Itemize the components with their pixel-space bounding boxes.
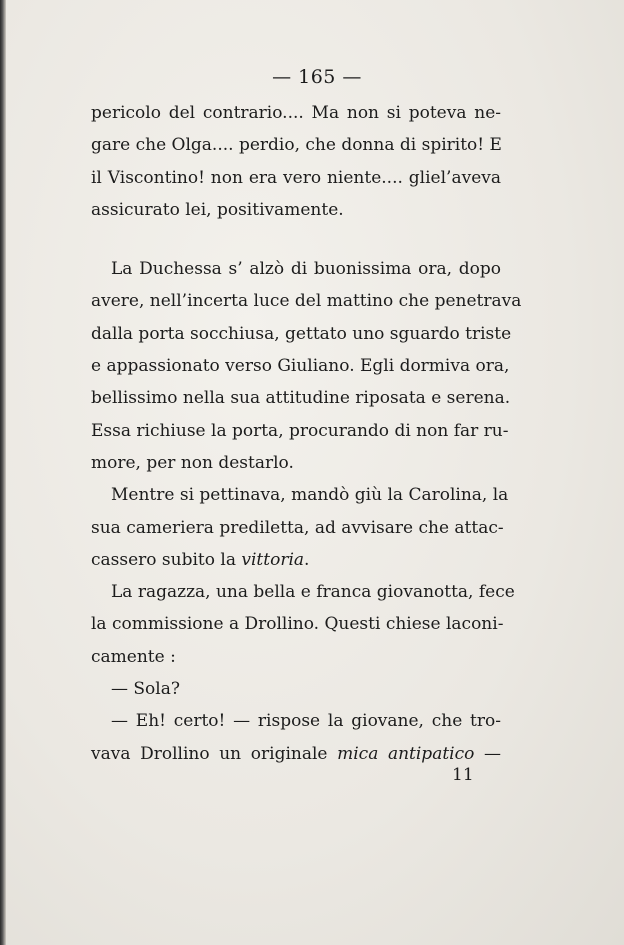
text-line: gare che Olga.... perdio, che donna di spirito! E (91, 135, 502, 156)
paragraph (91, 705, 501, 770)
text-line: il Viscontino! non era vero niente.... gliel’aveva (91, 167, 501, 188)
text-fragment: cassero subito la (91, 549, 242, 570)
text-line: Essa richiuse la porta, procurando di non far ru- (91, 420, 509, 441)
signature-mark: 11 (452, 765, 474, 785)
text-line: camente : (91, 646, 176, 667)
body-text (91, 97, 522, 770)
page-binding-edge (0, 0, 6, 945)
text-fragment: . (304, 549, 310, 570)
text-line: la commissione a Drollino. Questi chiese laconi- (91, 614, 504, 635)
paragraph (91, 576, 515, 673)
italic-word: vittoria (241, 549, 305, 570)
text-fragment: — (474, 743, 501, 764)
paragraph (91, 673, 501, 705)
text-line: La Duchessa s’ alzò di buonissima ora, dopo (111, 259, 501, 280)
paragraph-gap (91, 226, 501, 253)
italic-phrase: mica antipatico (337, 743, 475, 764)
dialogue-line: — Eh! certo! — rispose la giovane, che tro- (111, 711, 501, 732)
text-line (91, 544, 501, 576)
text-line: sua cameriera prediletta, ad avvisare che attac- (91, 517, 504, 538)
page-number-header: — 165 — (272, 66, 362, 88)
text-line: Mentre si pettinava, mandò giù la Carolina, la (111, 485, 509, 506)
text-line: more, per non destarlo. (91, 452, 294, 473)
text-line (91, 738, 501, 770)
text-line: dalla porta socchiusa, gettato uno sguardo triste (91, 323, 512, 344)
paragraph (91, 479, 509, 576)
paragraph (91, 97, 501, 226)
text-line: pericolo del contrario.... Ma non si poteva ne- (91, 103, 501, 123)
text-line: e appassionato verso Giuliano. Egli dormiva ora, (91, 356, 510, 377)
text-fragment: vava Drollino un originale (91, 743, 338, 764)
text-line: La ragazza, una bella e franca giovanotta, fece (111, 582, 515, 603)
paragraph (91, 253, 522, 479)
text-line: avere, nell’incerta luce del mattino che penetrava (91, 291, 522, 312)
text-line: assicurato lei, positivamente. (91, 199, 344, 220)
dialogue-line: — Sola? (111, 679, 180, 700)
text-line: bellissimo nella sua attitudine riposata e serena. (91, 388, 511, 409)
